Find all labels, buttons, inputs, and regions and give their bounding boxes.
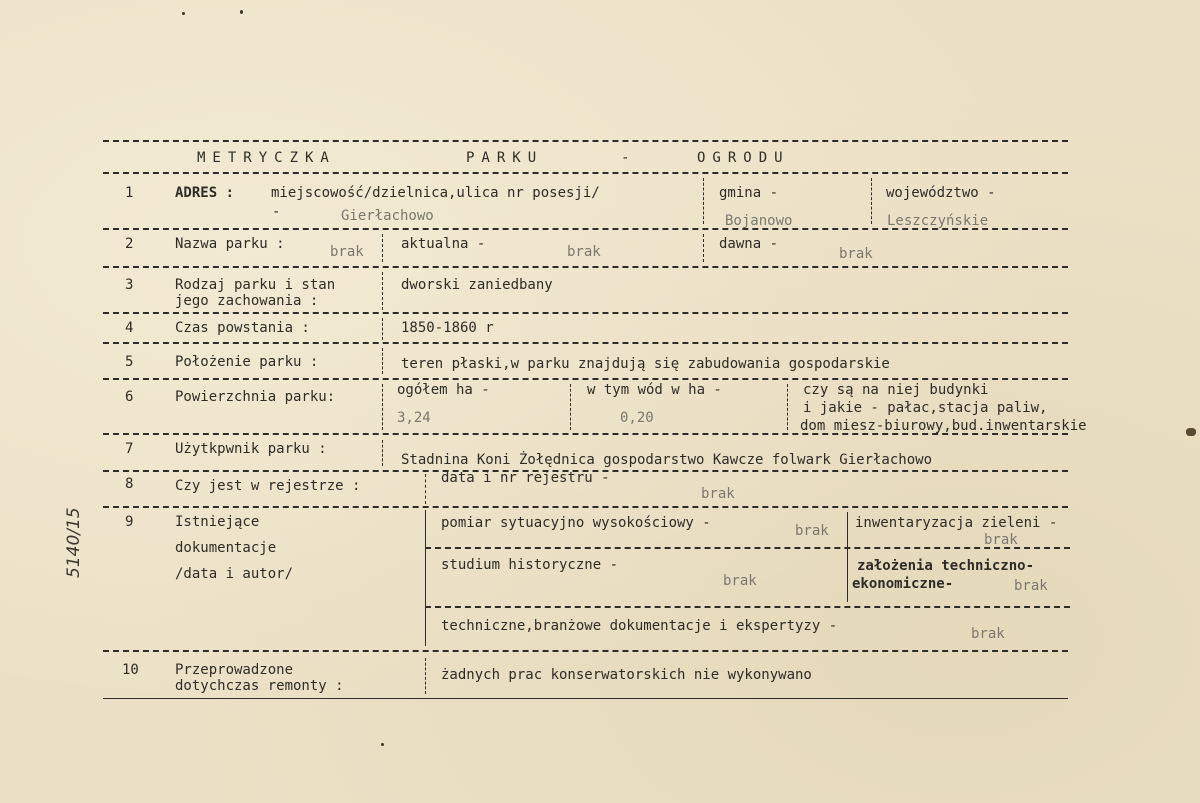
separator <box>382 348 383 374</box>
row-number: 9 <box>125 514 134 530</box>
remonty-value: żadnych prac konserwatorskich nie wykonywano <box>441 667 812 683</box>
rejestr-label: Czy jest w rejestrze : <box>175 478 361 494</box>
row-number: 4 <box>125 320 134 336</box>
separator <box>382 234 383 262</box>
rule <box>425 606 1070 608</box>
aktualna-value: brak <box>567 244 601 260</box>
separator <box>847 512 848 602</box>
dawna-label: dawna - <box>719 236 779 252</box>
row-number: 10 <box>122 662 139 678</box>
row-number: 6 <box>125 389 134 405</box>
separator <box>871 178 872 224</box>
header-metryczka: METRYCZKA <box>197 150 336 166</box>
zalozenia-line1: założenia techniczno- <box>857 558 1035 574</box>
separator <box>382 272 383 310</box>
wojewodztwo-label: województwo - <box>886 185 996 201</box>
row-number: 7 <box>125 441 134 457</box>
row-number: 3 <box>125 277 134 293</box>
address-value: Gierłachowo <box>341 208 434 224</box>
address-dash: - <box>272 204 281 220</box>
ink-speck <box>240 10 243 14</box>
pomiar-value: brak <box>795 523 829 539</box>
dokumentacje-label-line2: dokumentacje <box>175 540 277 556</box>
handwritten-margin-note: 5140/15 <box>64 507 84 578</box>
adres-label: ADRES : <box>175 185 235 201</box>
polozenie-value: teren płaski,w parku znajdują się zabudowania gospodarskie <box>401 356 890 372</box>
powierzchnia-label: Powierzchnia parku: <box>175 389 336 405</box>
bottom-rule <box>103 698 1068 699</box>
zalozenia-value: brak <box>1014 578 1048 594</box>
separator <box>425 658 426 694</box>
polozenie-label: Położenie parku : <box>175 354 319 370</box>
gmina-label: gmina - <box>719 185 779 201</box>
budynki-line1: czy są na niej budynki <box>803 382 989 398</box>
header-dash: - <box>621 150 637 166</box>
rejestr-value: brak <box>701 486 735 502</box>
pomiar-label: pomiar sytuacyjno wysokościowy - <box>441 515 711 531</box>
header-parku: PARKU <box>466 150 544 166</box>
rule <box>103 378 1068 380</box>
ogolem-value: 3,24 <box>397 410 431 426</box>
remonty-label-line1: Przeprowadzone <box>175 662 294 678</box>
ink-speck <box>381 743 384 746</box>
czas-powstania-label: Czas powstania : <box>175 320 310 336</box>
rodzaj-value: dworski zaniedbany <box>401 277 553 293</box>
rejestr-sub-label: data i nr rejestru - <box>441 470 610 486</box>
separator <box>425 474 426 504</box>
inwentaryzacja-value: brak <box>984 532 1018 548</box>
rule <box>103 172 1068 174</box>
remonty-label-line2: dotychczas remonty : <box>175 678 344 694</box>
rule <box>103 312 1068 314</box>
gmina-value: Bojanowo <box>725 213 793 229</box>
uzytkownik-label: Użytkpwnik parku : <box>175 441 327 457</box>
separator <box>382 384 383 430</box>
wojewodztwo-value: Leszczyńskie <box>887 213 989 229</box>
address-label: miejscowość/dzielnica,ulica nr posesji/ <box>271 185 600 201</box>
rodzaj-label-line2: jego zachowania : <box>175 293 319 309</box>
ogolem-label: ogółem ha - <box>397 382 490 398</box>
studium-value: brak <box>723 573 757 589</box>
rodzaj-label-line1: Rodzaj parku i stan <box>175 277 336 293</box>
row-number: 1 <box>125 185 134 201</box>
separator <box>703 178 704 224</box>
techniczne-value: brak <box>971 626 1005 642</box>
rule <box>103 650 1068 652</box>
row-number: 2 <box>125 236 134 252</box>
rule <box>103 266 1068 268</box>
separator <box>382 318 383 340</box>
ink-speck <box>1186 428 1196 436</box>
wod-value: 0,20 <box>620 410 654 426</box>
czas-powstania-value: 1850-1860 r <box>401 320 494 336</box>
inwentaryzacja-label: inwentaryzacja zieleni - <box>855 515 1058 531</box>
techniczne-label: techniczne,branżowe dokumentacje i ekspertyzy - <box>441 618 838 634</box>
header-ogrodu: OGRODU <box>697 150 790 166</box>
rule <box>103 506 1068 508</box>
aktualna-label: aktualna - <box>401 236 486 252</box>
nazwa-parku-label: Nazwa parku : <box>175 236 285 252</box>
studium-label: studium historyczne - <box>441 557 619 573</box>
budynki-line2: i jakie - pałac,stacja paliw, <box>803 400 1048 416</box>
rule <box>425 547 1070 549</box>
uzytkownik-value: Stadnina Koni Żołędnica gospodarstwo Kawcze folwark Gierłachowo <box>401 452 933 468</box>
separator <box>787 384 788 430</box>
zalozenia-line2: ekonomiczne- <box>852 576 954 592</box>
wod-label: w tym wód w ha - <box>587 382 722 398</box>
separator <box>703 234 704 262</box>
separator <box>382 440 383 466</box>
ink-speck <box>182 12 185 15</box>
row-number: 5 <box>125 354 134 370</box>
rule <box>103 342 1068 344</box>
dawna-value: brak <box>839 246 873 262</box>
row-number: 8 <box>125 476 134 492</box>
top-rule <box>103 140 1068 142</box>
dokumentacje-label-line1: Istniejące <box>175 514 260 530</box>
nazwa-parku-value: brak <box>330 244 364 260</box>
separator <box>570 384 571 430</box>
dokumentacje-label-line3: /data i autor/ <box>175 566 294 582</box>
separator <box>425 510 426 646</box>
budynki-line3: dom miesz-biurowy,bud.inwentarskie <box>800 418 1087 434</box>
